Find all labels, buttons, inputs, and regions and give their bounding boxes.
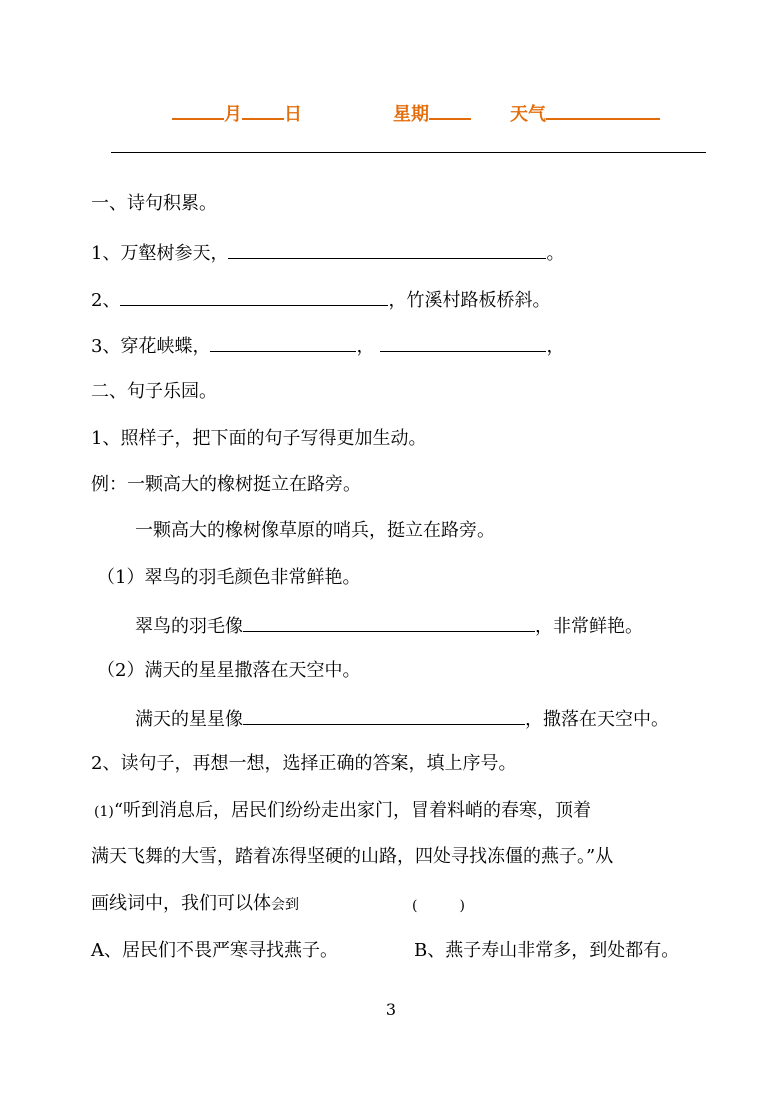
- poem-item-1-suffix: 。: [546, 243, 565, 264]
- weather-group: [510, 98, 660, 126]
- weekday-blank[interactable]: [429, 98, 471, 120]
- q2-option-b: B、燕子寿山非常多，到处都有。: [414, 940, 680, 961]
- weather-blank[interactable]: [546, 98, 660, 120]
- q1-sub1-prefix: 翠鸟的羽毛像: [135, 616, 243, 637]
- day-label: 日: [284, 104, 302, 125]
- section2-title: 二、句子乐园。: [91, 381, 217, 402]
- q1-sub2-question: （2）满天的星星撒落在天空中。: [97, 660, 361, 681]
- q1-example-answer: 一颗高大的橡树像草原的哨兵，挺立在路旁。: [135, 520, 495, 541]
- q2-sub1-line2: 满天飞舞的大雪，踏着冻得坚硬的山路，四处寻找冻僵的燕子。”从: [91, 846, 614, 867]
- q2-sub1-number: (1): [94, 804, 114, 820]
- q2-sub1-text-1: “听到消息后，居民们纷纷走出家门，冒着料峭的春寒，顶着: [113, 800, 592, 821]
- poem-item-3: [91, 333, 564, 359]
- poem-item-1-blank[interactable]: [228, 240, 546, 259]
- poem-item-3-blank-1[interactable]: [210, 333, 356, 352]
- poem-item-2-prefix: 2、: [91, 290, 121, 311]
- q2-sub1-line3: [91, 892, 299, 917]
- page-number: 3: [385, 1000, 397, 1019]
- month-label: 月: [224, 104, 242, 125]
- poem-item-2-suffix: ，竹溪村路板桥斜。: [388, 290, 551, 311]
- q1-sub2-answer: [135, 706, 669, 732]
- poem-item-2: [91, 287, 550, 313]
- weekday-label: 星期: [393, 104, 429, 125]
- q2-sub1-line1: [94, 799, 591, 824]
- poem-item-3-mid: ，: [356, 336, 375, 357]
- header-divider: [111, 152, 706, 153]
- poem-item-1: [91, 240, 564, 266]
- poem-item-3-prefix: 3、穿花峡蝶，: [91, 336, 211, 357]
- q1-sub2-prefix: 满天的星星像: [135, 709, 243, 730]
- section1-title: 一、诗句积累。: [91, 193, 217, 214]
- poem-item-3-blank-2[interactable]: [380, 333, 546, 352]
- month-group: [172, 98, 302, 126]
- q2-sub1-text-3: 画线词中，我们可以体: [91, 893, 271, 914]
- weekday-group: [393, 98, 471, 126]
- poem-item-2-blank[interactable]: [120, 287, 388, 306]
- date-weather-header: [0, 98, 782, 128]
- q1-sub2-blank[interactable]: [243, 706, 525, 725]
- q2-option-a: A、居民们不畏严寒寻找燕子。: [91, 940, 338, 961]
- q2-sub1-text-3-small: 会到: [271, 897, 299, 913]
- weather-label: 天气: [510, 104, 546, 125]
- q1-example: 例：一颗高大的橡树挺立在路旁。: [91, 474, 361, 495]
- poem-item-1-prefix: 1、万壑树参天，: [91, 243, 229, 264]
- q1-title: 1、照样子，把下面的句子写得更加生动。: [91, 428, 427, 449]
- q1-sub2-suffix: ，撒落在天空中。: [525, 709, 669, 730]
- q2-title: 2、读句子，再想一想，选择正确的答案，填上序号。: [91, 753, 517, 774]
- poem-item-3-suffix: ，: [546, 336, 565, 357]
- month-blank[interactable]: [172, 98, 224, 120]
- q1-sub1-question: （1）翠鸟的羽毛颜色非常鲜艳。: [97, 567, 361, 588]
- q2-sub1-answer-paren[interactable]: ( ): [412, 898, 465, 914]
- day-blank[interactable]: [242, 98, 284, 120]
- q1-sub1-suffix: ，非常鲜艳。: [535, 616, 643, 637]
- q1-sub1-blank[interactable]: [243, 613, 535, 632]
- q1-sub1-answer: [135, 613, 643, 639]
